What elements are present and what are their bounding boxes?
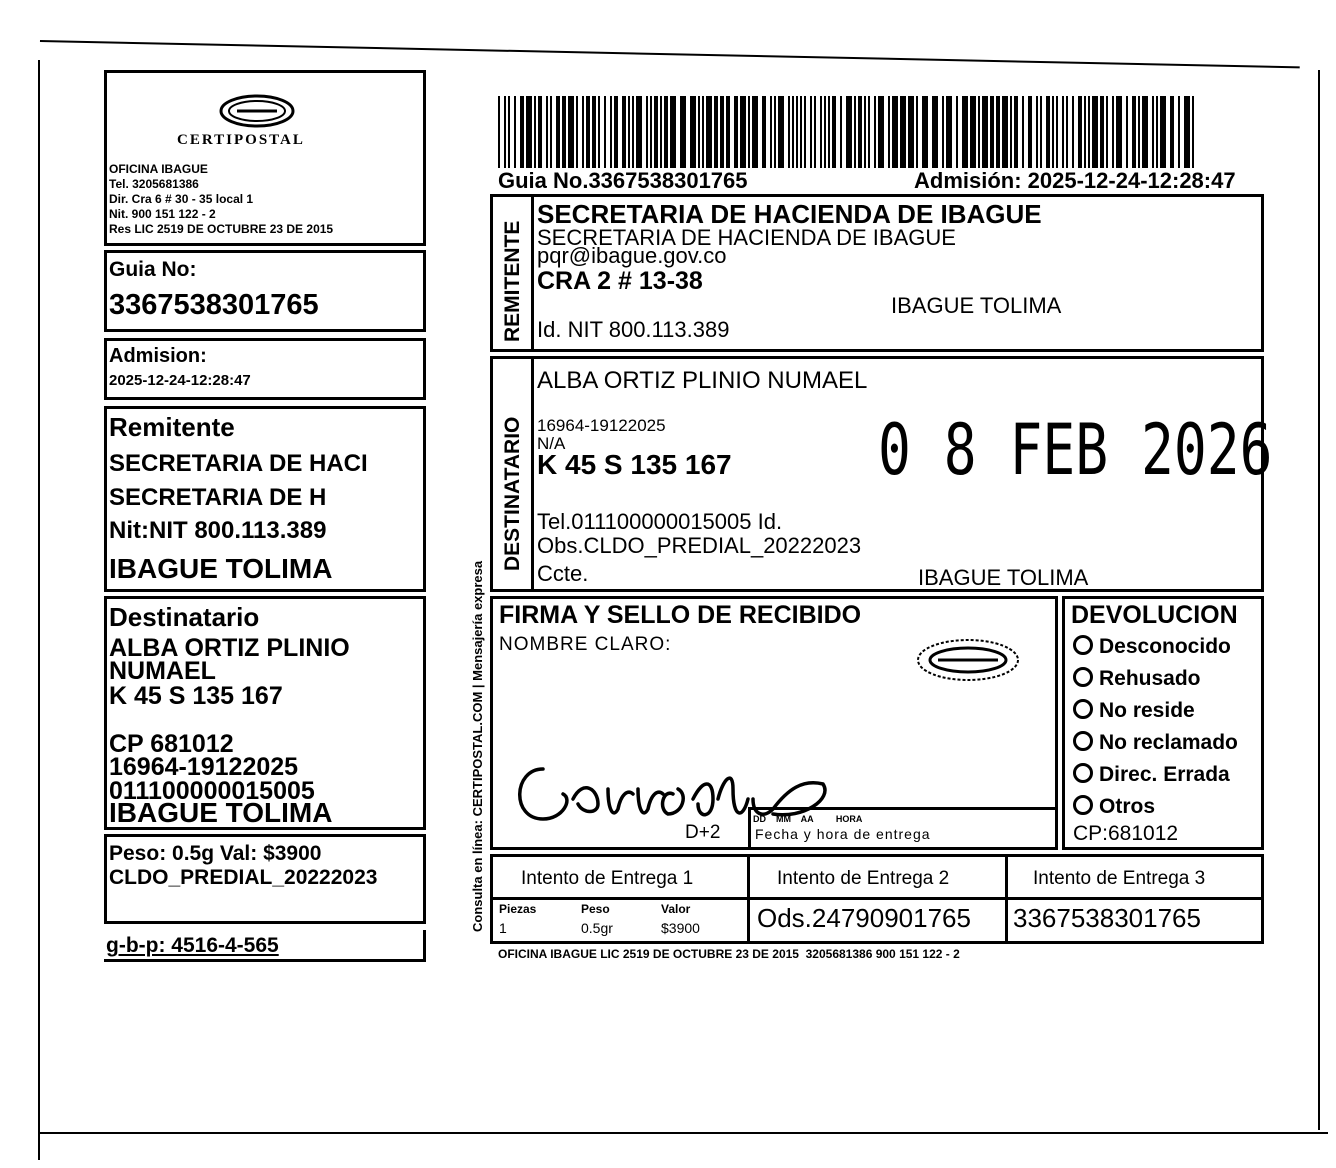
barcode-bar	[1046, 96, 1050, 168]
barcode-bar	[660, 96, 662, 168]
recipient-name: ALBA ORTIZ PLINIO NUMAEL	[537, 367, 868, 394]
sender-address: CRA 2 # 13-38	[537, 267, 703, 295]
barcode-bar	[720, 96, 724, 168]
barcode-bar	[1160, 96, 1166, 168]
service-type: D+2	[685, 822, 721, 843]
barcode-bar	[1100, 96, 1104, 168]
name-label: NOMBRE CLARO:	[499, 634, 672, 655]
pieces-value: 1	[499, 920, 507, 936]
barcode-bar	[1072, 96, 1074, 168]
tracking-number: 3367538301765	[1013, 903, 1201, 933]
barcode-bar	[788, 96, 790, 168]
guide-header: Guia No.3367538301765	[498, 168, 748, 193]
barcode-bar	[946, 96, 952, 168]
barcode-bar	[508, 96, 510, 168]
barcode-bar	[556, 96, 560, 168]
barcode-bar	[804, 96, 806, 168]
company-seal-icon	[913, 635, 1023, 685]
weight-value: 0.5gr	[581, 920, 613, 936]
barcode-bar	[770, 96, 772, 168]
obs-value: CLDO_PREDIAL_20222023	[109, 866, 378, 889]
barcode-bar	[1084, 96, 1086, 168]
attempt-2: Intento de Entrega 2	[777, 868, 950, 889]
recipient-obs: Obs.CLDO_PREDIAL_20222023	[537, 533, 862, 558]
office-tel: Tel. 3205681386	[109, 177, 199, 191]
barcode-bar	[828, 96, 830, 168]
barcode-bar	[916, 96, 918, 168]
sender-line1: SECRETARIA DE HACI	[109, 450, 368, 477]
value-value: $3900	[661, 920, 700, 936]
page-right-border	[1318, 70, 1320, 1130]
barcode-bar	[520, 96, 524, 168]
recipient-cp: CP 681012	[109, 730, 234, 758]
barcode-bar	[498, 96, 500, 168]
sender-id: Id. NIT 800.113.389	[537, 317, 730, 342]
radio-icon	[1073, 795, 1093, 815]
value-label: Valor	[661, 902, 691, 916]
barcode-bar	[846, 96, 852, 168]
barcode-bar	[892, 96, 898, 168]
admission-date: 2025-12-24-12:28:47	[109, 372, 251, 389]
barcode-bar	[1132, 96, 1136, 168]
barcode-bar	[1078, 96, 1082, 168]
company-name: CERTIPOSTAL	[177, 132, 305, 148]
barcode-bar	[628, 96, 630, 168]
barcode-bar	[1022, 96, 1024, 168]
sender-email: pqr@ibague.gov.co	[537, 243, 727, 268]
attempt-1: Intento de Entrega 1	[521, 868, 694, 889]
radio-icon	[1073, 667, 1093, 687]
barcode-bar	[1178, 96, 1180, 168]
barcode-bar	[592, 96, 596, 168]
barcode-bar	[858, 96, 862, 168]
barcode-bar	[800, 96, 802, 168]
barcode-bar	[576, 96, 578, 168]
left-header-box	[104, 70, 426, 246]
office-address: Dir. Cra 6 # 30 - 35 local 1	[109, 192, 254, 206]
barcode-bar	[726, 96, 730, 168]
barcode-bar	[514, 96, 516, 168]
page-top-border	[40, 40, 1300, 68]
option-otros[interactable]: Otros	[1073, 791, 1238, 823]
date-headers: DD MM AA HORA	[753, 814, 863, 824]
option-direc-errada[interactable]: Direc. Errada	[1073, 759, 1238, 791]
signature-title: FIRMA Y SELLO DE RECIBIDO	[499, 601, 862, 629]
barcode-bar	[1092, 96, 1098, 168]
option-no-reclamado[interactable]: No reclamado	[1073, 727, 1238, 759]
barcode-bar	[1066, 96, 1068, 168]
barcode-bar	[874, 96, 876, 168]
barcode-bar	[604, 96, 606, 168]
barcode-bar	[864, 96, 866, 168]
barcode-bar	[1062, 96, 1064, 168]
barcode-bar	[1142, 96, 1148, 168]
return-cp: CP:681012	[1073, 822, 1179, 845]
barcode-bar	[690, 96, 696, 168]
recipient-tel: Tel.011100000015005 Id.	[537, 509, 783, 534]
side-text: Consulta en línea: CERTIPOSTAL.COM | Mensajería expresa	[470, 560, 485, 932]
recipient-ref: 16964-19122025	[537, 416, 666, 435]
radio-icon	[1073, 635, 1093, 655]
barcode-bar	[962, 96, 968, 168]
recipient-address: K 45 S 135 167	[109, 682, 283, 710]
barcode-bar	[586, 96, 590, 168]
ods-number: Ods.24790901765	[757, 903, 971, 933]
barcode-bar	[978, 96, 980, 168]
barcode-bar	[942, 96, 944, 168]
barcode-bar	[996, 96, 1000, 168]
weight-label: Peso	[581, 902, 610, 916]
barcode-bar	[636, 96, 642, 168]
barcode-bar	[878, 96, 884, 168]
barcode-bar	[622, 96, 626, 168]
barcode-bar	[762, 96, 766, 168]
barcode-bar	[546, 96, 548, 168]
barcode-bar	[1192, 96, 1194, 168]
barcode	[498, 96, 1198, 168]
barcode-bar	[1056, 96, 1058, 168]
sender-box	[490, 194, 1264, 352]
barcode-bar	[908, 96, 914, 168]
barcode-bar	[1052, 96, 1054, 168]
sender-tab: REMITENTE	[501, 220, 524, 342]
guide-number: 3367538301765	[109, 289, 319, 321]
recipient-name1: ALBA ORTIZ PLINIO	[109, 634, 350, 662]
barcode-bar	[582, 96, 584, 168]
barcode-bar	[1014, 96, 1018, 168]
sender-name2: SECRETARIA DE HACIENDA DE IBAGUE	[537, 225, 956, 250]
recipient-ccte: Ccte.	[537, 561, 589, 586]
barcode-bar	[932, 96, 938, 168]
barcode-bar	[840, 96, 842, 168]
page-bottom-border	[38, 1132, 1328, 1134]
barcode-bar	[922, 96, 928, 168]
barcode-bar	[1184, 96, 1190, 168]
barcode-bar	[900, 96, 906, 168]
barcode-bar	[868, 96, 870, 168]
barcode-bar	[598, 96, 600, 168]
barcode-bar	[670, 96, 676, 168]
barcode-bar	[680, 96, 686, 168]
barcode-bar	[854, 96, 856, 168]
guide-label: Guia No:	[109, 258, 197, 281]
left-admission-box	[104, 338, 426, 400]
left-guide-box	[104, 250, 426, 332]
return-box	[1062, 596, 1264, 850]
barcode-bar	[1126, 96, 1128, 168]
sender-line2: SECRETARIA DE H	[109, 484, 327, 511]
left-weight-box	[104, 834, 426, 924]
barcode-bar	[796, 96, 798, 168]
date-label: Fecha y hora de entrega	[755, 826, 931, 842]
delivery-date-stamp: 0 8 FEB 2026	[878, 409, 1273, 491]
recipient-label: Destinatario	[109, 602, 260, 632]
weight-value: Peso: 0.5g Val: $3900	[109, 842, 322, 865]
admission-label: Admision:	[109, 345, 207, 367]
barcode-bar	[774, 96, 776, 168]
barcode-bar	[1028, 96, 1032, 168]
barcode-bar	[568, 96, 574, 168]
sender-city: IBAGUE TOLIMA	[891, 293, 1062, 318]
barcode-bar	[1138, 96, 1140, 168]
barcode-bar	[504, 96, 506, 168]
return-title: DEVOLUCION	[1071, 601, 1238, 629]
barcode-bar	[1106, 96, 1108, 168]
barcode-bar	[610, 96, 612, 168]
barcode-bar	[614, 96, 618, 168]
barcode-bar	[664, 96, 668, 168]
barcode-bar	[526, 96, 532, 168]
barcode-bar	[698, 96, 700, 168]
barcode-bar	[824, 96, 826, 168]
barcode-bar	[990, 96, 994, 168]
signature-box	[490, 596, 1058, 850]
barcode-bar	[562, 96, 566, 168]
barcode-bar	[1112, 96, 1114, 168]
option-no-reside[interactable]: No reside	[1073, 695, 1238, 727]
office-resolution: Res LIC 2519 DE OCTUBRE 23 DE 2015	[109, 222, 334, 236]
barcode-bar	[646, 96, 648, 168]
recipient-city: IBAGUE TOLIMA	[918, 565, 1089, 590]
barcode-bar	[702, 96, 704, 168]
barcode-bar	[714, 96, 718, 168]
recipient-tab: DESTINATARIO	[501, 416, 524, 571]
barcode-bar	[888, 96, 890, 168]
left-sender-box	[104, 406, 426, 592]
barcode-bar	[792, 96, 794, 168]
recipient-city: IBAGUE TOLIMA	[109, 797, 333, 828]
barcode-bar	[982, 96, 988, 168]
attempts-row	[490, 854, 1264, 944]
left-recipient-box	[104, 596, 426, 830]
barcode-bar	[650, 96, 652, 168]
barcode-bar	[752, 96, 758, 168]
barcode-bar	[1088, 96, 1090, 168]
radio-icon	[1073, 731, 1093, 751]
radio-icon	[1073, 763, 1093, 783]
certipostal-logo	[217, 91, 297, 131]
left-gbp-box	[104, 930, 426, 962]
attempt-3: Intento de Entrega 3	[1033, 868, 1206, 889]
sender-name: SECRETARIA DE HACIENDA DE IBAGUE	[537, 199, 1042, 229]
admission-header: Admisión: 2025-12-24-12:28:47	[914, 168, 1236, 193]
barcode-bar	[1010, 96, 1012, 168]
sender-label: Remitente	[109, 412, 235, 442]
barcode-bar	[1036, 96, 1038, 168]
barcode-bar	[748, 96, 750, 168]
office-nit: Nit. 900 151 122 - 2	[109, 207, 216, 221]
barcode-bar	[1152, 96, 1154, 168]
barcode-bar	[1156, 96, 1158, 168]
gbp-value: g-b-p: 4516-4-565	[106, 934, 279, 957]
page-left-border	[38, 60, 40, 1160]
recipient-tel: 011100000015005	[109, 777, 315, 805]
recipient-name2: NUMAEL	[109, 657, 216, 685]
barcode-bar	[740, 96, 746, 168]
barcode-bar	[654, 96, 658, 168]
barcode-bar	[632, 96, 634, 168]
barcode-bar	[550, 96, 552, 168]
barcode-bar	[956, 96, 958, 168]
barcode-bar	[1116, 96, 1122, 168]
return-options	[1073, 631, 1238, 823]
barcode-bar	[706, 96, 712, 168]
barcode-bar	[734, 96, 738, 168]
radio-icon	[1073, 699, 1093, 719]
option-rehusado[interactable]: Rehusado	[1073, 663, 1238, 695]
barcode-bar	[820, 96, 822, 168]
barcode-bar	[1170, 96, 1174, 168]
barcode-bar	[970, 96, 976, 168]
recipient-na: N/A	[537, 434, 566, 453]
barcode-bar	[1040, 96, 1042, 168]
footer-text: OFICINA IBAGUE LIC 2519 DE OCTUBRE 23 DE 2015 3205681386 900 151 122 - 2	[498, 947, 960, 961]
sender-city: IBAGUE TOLIMA	[109, 553, 333, 584]
option-desconocido[interactable]: Desconocido	[1073, 631, 1238, 663]
barcode-bar	[538, 96, 542, 168]
barcode-bar	[832, 96, 836, 168]
barcode-bar	[1002, 96, 1008, 168]
office-name: OFICINA IBAGUE	[109, 162, 208, 176]
barcode-bar	[534, 96, 536, 168]
recipient-box	[490, 356, 1273, 592]
barcode-bar	[814, 96, 816, 168]
sender-nit: Nit:NIT 800.113.389	[109, 517, 327, 544]
barcode-bar	[778, 96, 784, 168]
recipient-address: K 45 S 135 167	[537, 449, 732, 480]
recipient-ref: 16964-19122025	[109, 753, 299, 781]
pieces-label: Piezas	[499, 902, 537, 916]
barcode-bar	[810, 96, 812, 168]
